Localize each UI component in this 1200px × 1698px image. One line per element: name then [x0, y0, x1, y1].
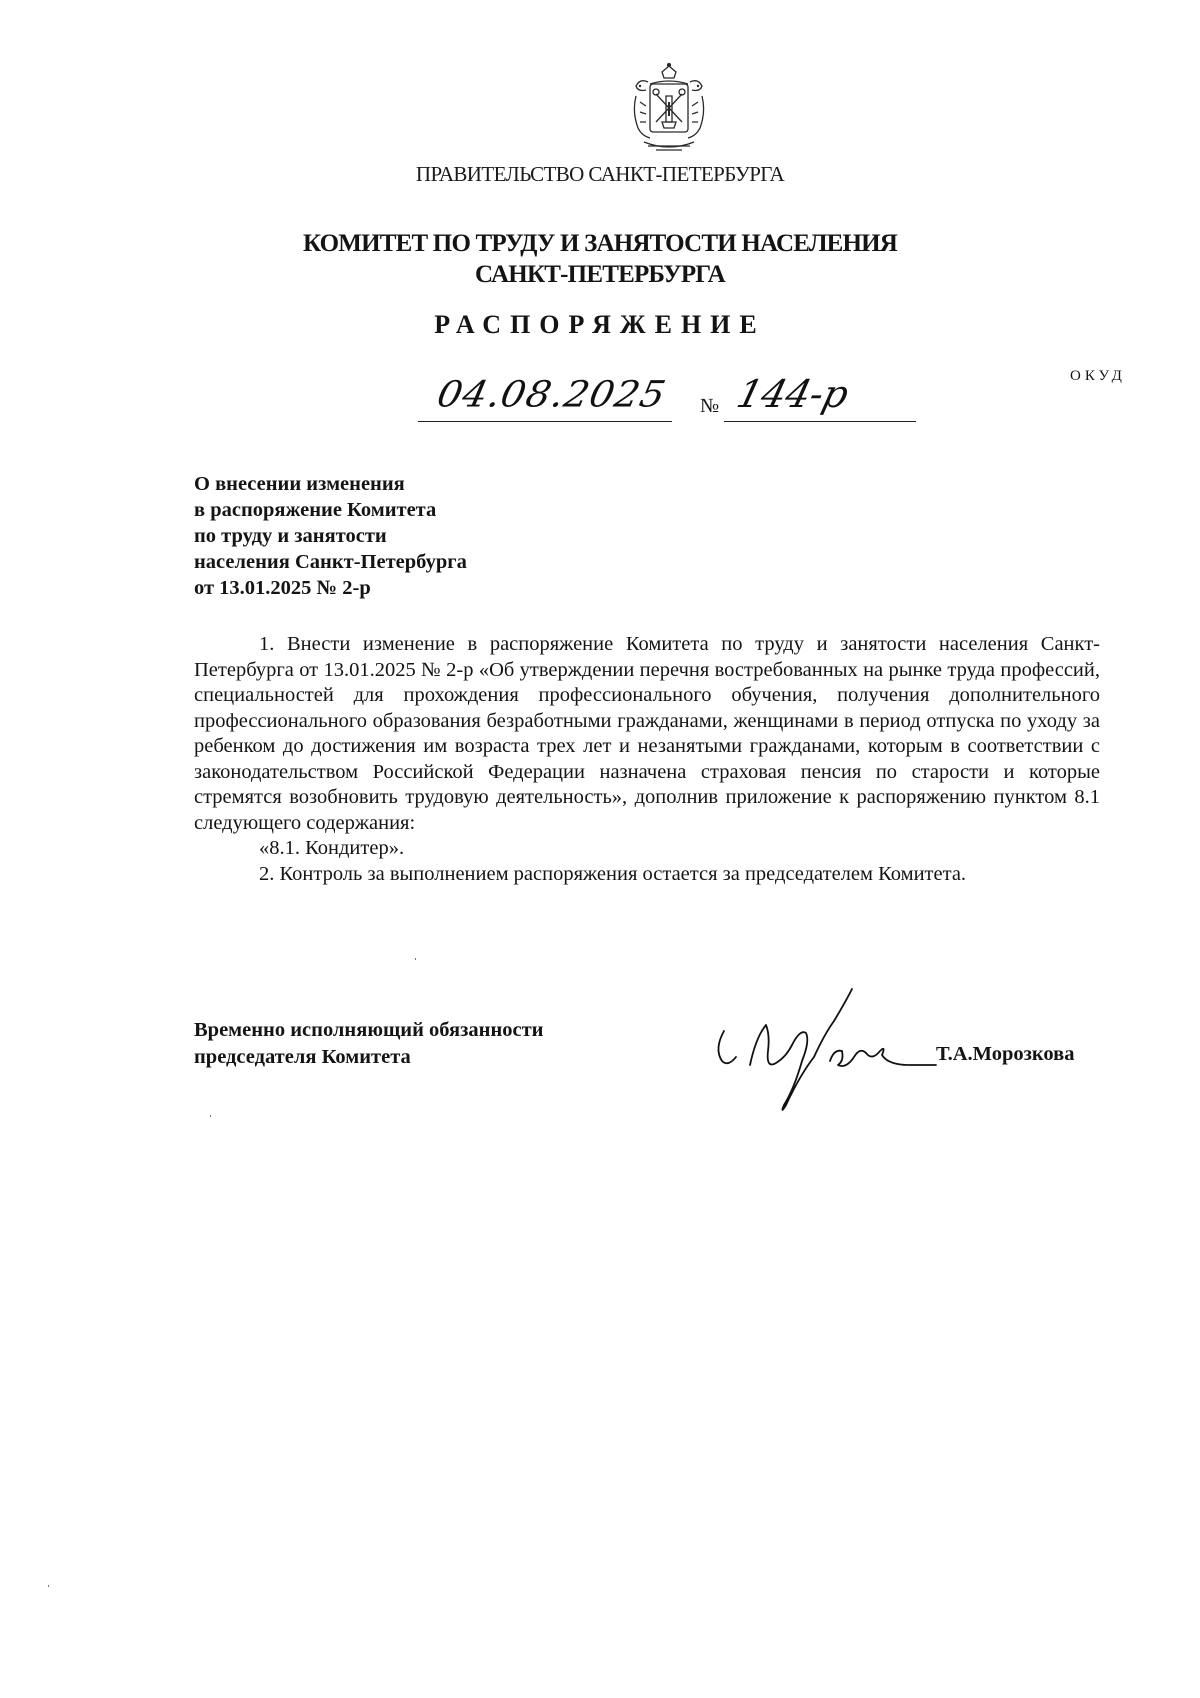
subject-line: в распоряжение Комитета	[194, 499, 437, 521]
okud-label: ОКУД	[1070, 368, 1126, 384]
committee-name-line2: САНКТ-ПЕТЕРБУРГА	[475, 261, 725, 288]
signer-role-line2: председателя Комитета	[194, 1046, 411, 1068]
signer-role	[194, 1017, 543, 1071]
scan-speck	[48, 1585, 49, 1587]
scan-speck	[210, 1115, 211, 1117]
document-body	[194, 632, 1100, 887]
government-name: ПРАВИТЕЛЬСТВО САНКТ-ПЕТЕРБУРГА	[415, 162, 785, 186]
handwritten-number: 144-р	[732, 372, 854, 416]
handwritten-date: 04.08.2025	[433, 373, 671, 415]
signer-role-line1: Временно исполняющий обязанности	[194, 1019, 544, 1041]
subject-line: О внесении изменения	[194, 473, 405, 495]
body-paragraph-1: 1. Внести изменение в распоряжение Комитета по труду и занятости населения Санкт-Петербурга от 13.01.2025 № 2-р «Об утверждении перечня востребованных на рынке труда профессий, специальностей для прохождения профессионального обучения, получения дополнительного профессионального образования безработными гражданами, женщинами в период отпуска по уходу за ребенком до достижения им возраста трех лет и незанятыми гражданами, которым в соответствии с законодательством Российской Федерации назначена страховая пенсия по старости и которые стремятся возобновить трудовую деятельность», дополнив приложение к распоряжению пунктом 8.1 следующего содержания:	[194, 633, 1100, 834]
subject-line: по труду и занятости	[194, 525, 387, 547]
committee-name	[0, 228, 1200, 290]
body-paragraph-2: 2. Контроль за выполнением распоряжения остается за председателем Комитета.	[259, 862, 967, 885]
subject-heading	[194, 471, 467, 601]
subject-line: от 13.01.2025 № 2-р	[194, 577, 371, 599]
scan-speck	[415, 958, 416, 960]
document-type-title: РАСПОРЯЖЕНИЕ	[434, 310, 766, 339]
handwritten-signature-icon	[710, 965, 940, 1121]
date-underline	[418, 421, 672, 423]
subject-line: населения Санкт-Петербурга	[194, 551, 467, 573]
committee-name-line1: КОМИТЕТ ПО ТРУДУ И ЗАНЯТОСТИ НАСЕЛЕНИЯ	[302, 230, 898, 257]
signer-name: Т.А.Морозкова	[936, 1043, 1075, 1065]
number-sign: №	[700, 395, 720, 417]
coat-of-arms-icon	[626, 62, 712, 156]
body-quote-item: «8.1. Кондитер».	[259, 837, 405, 859]
number-underline	[724, 421, 916, 423]
